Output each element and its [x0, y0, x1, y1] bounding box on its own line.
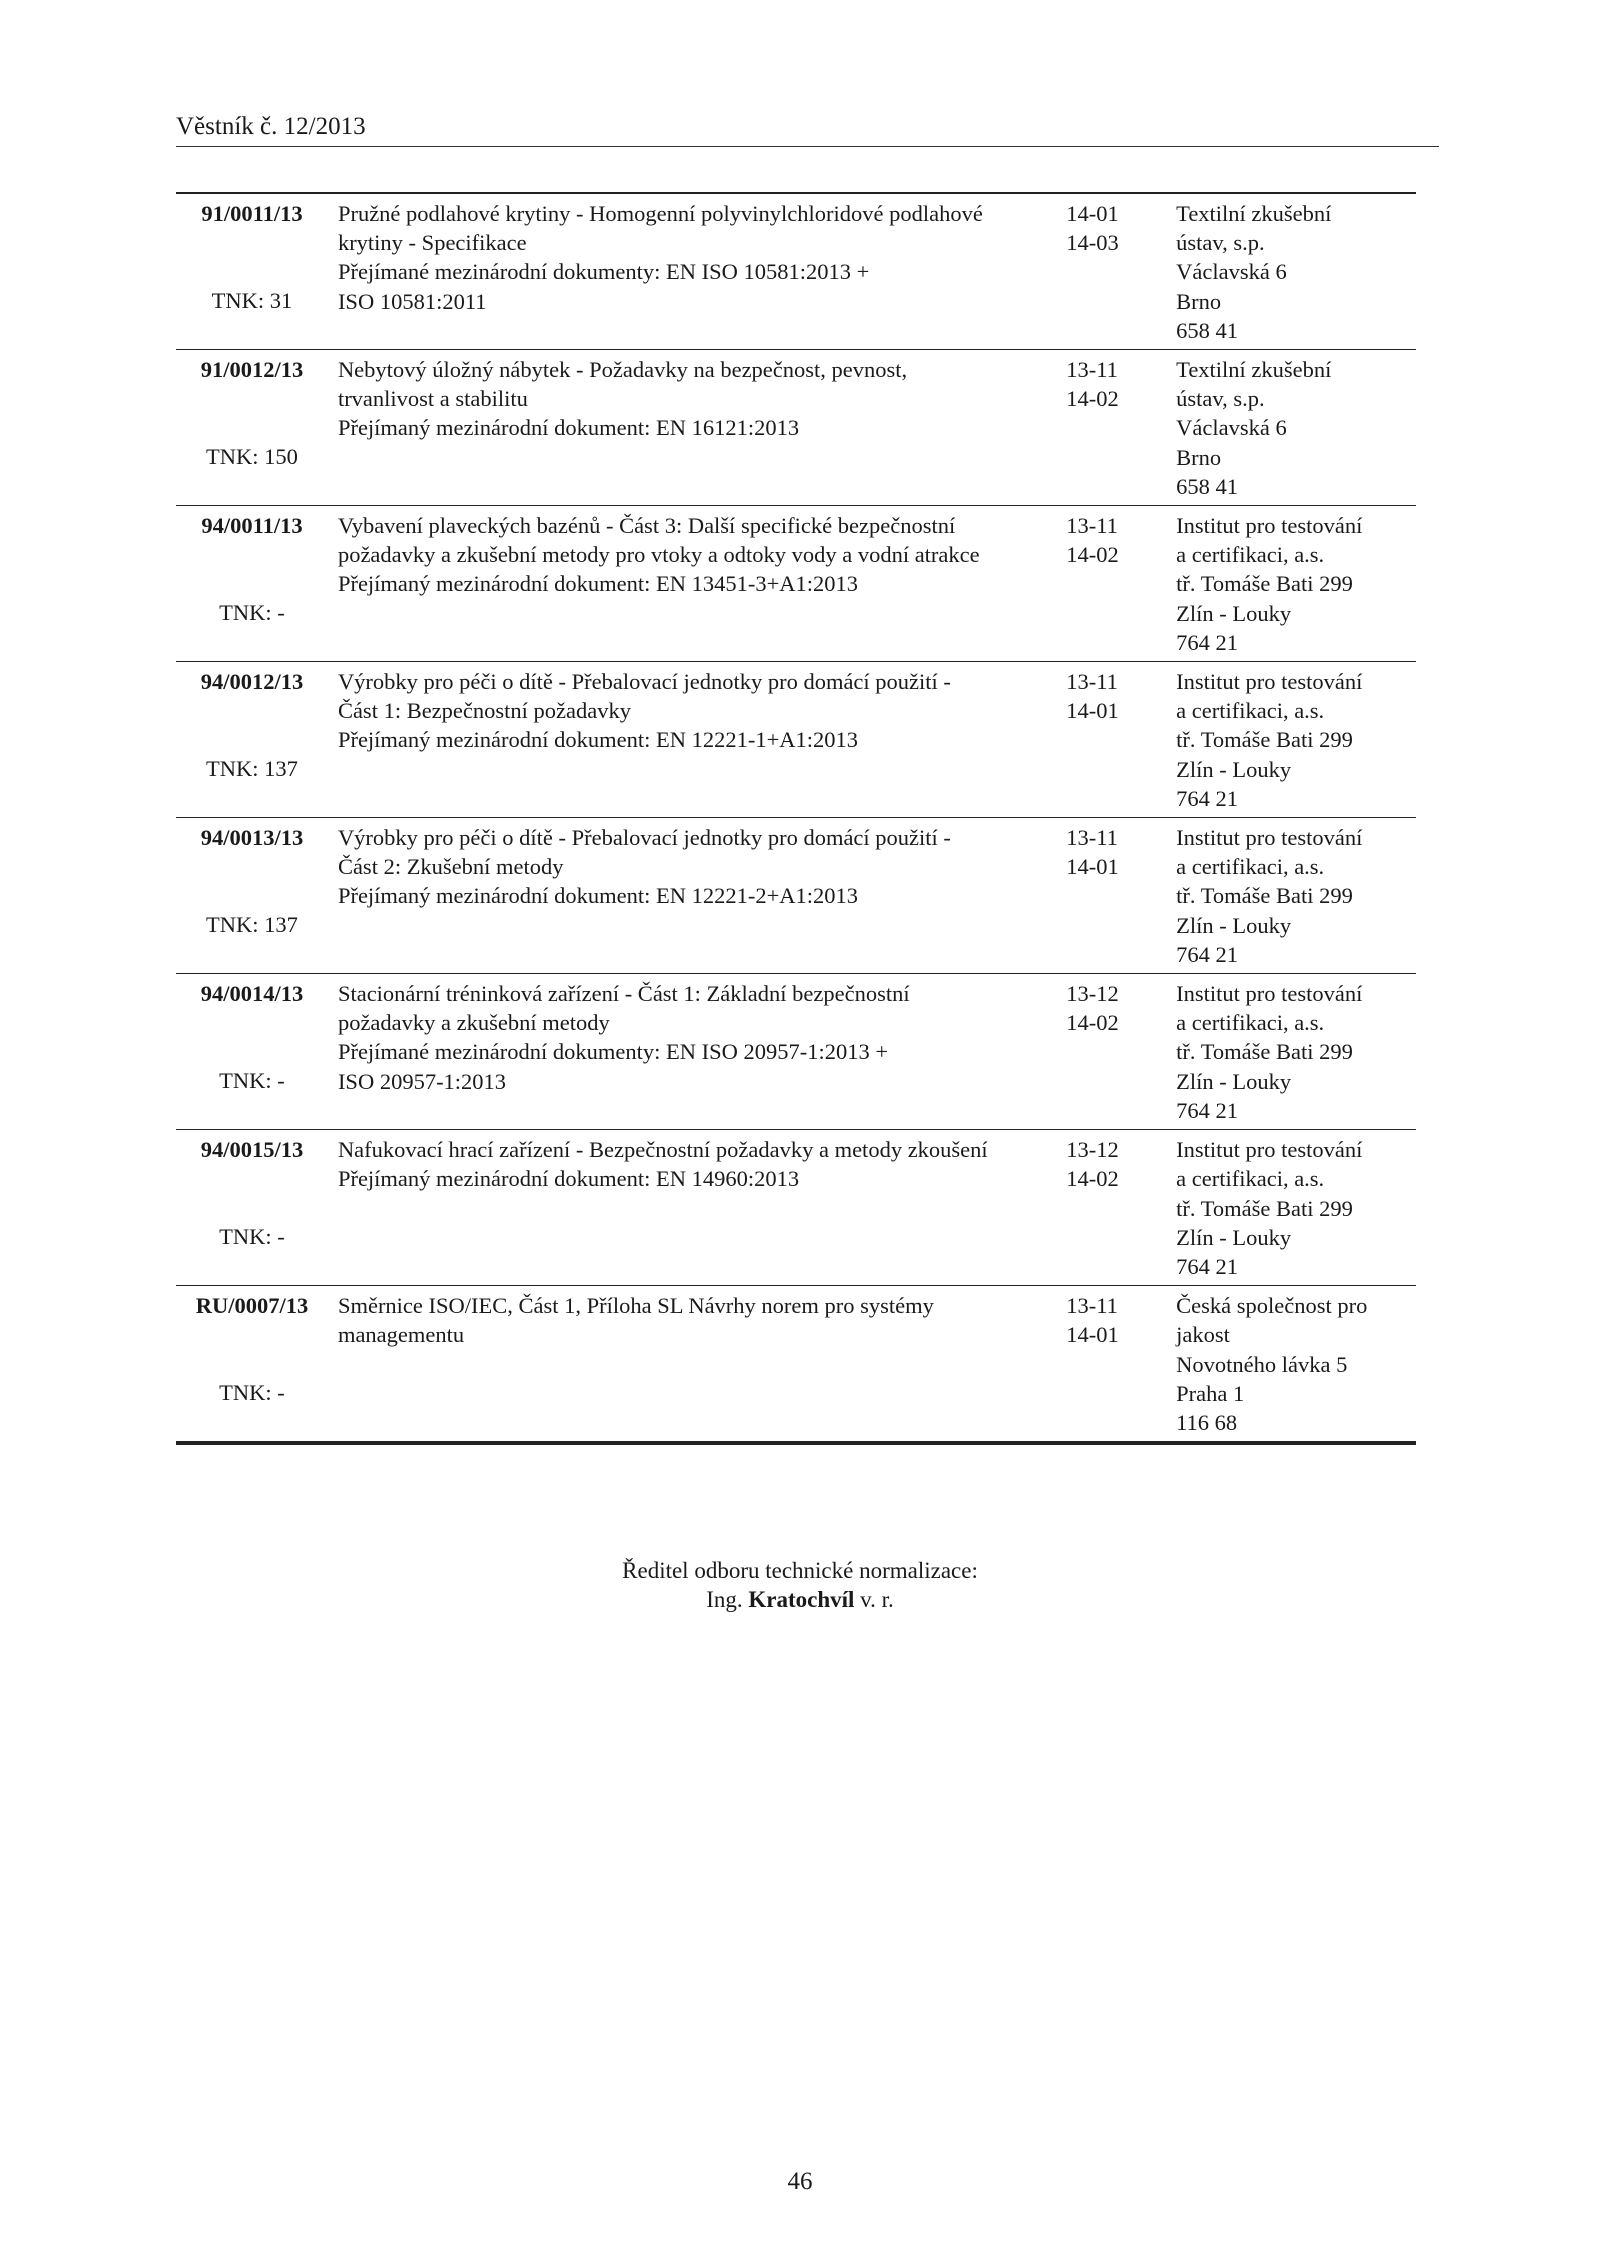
- title-line: Přejímaný mezinárodní dokument: EN 13451-3+A1:2013: [337, 571, 859, 597]
- title-line: ISO 20957-1:2013: [337, 1068, 507, 1094]
- organization-line: tř. Tomáše Bati 299: [1176, 571, 1353, 597]
- organization-line: Praha 1: [1176, 1380, 1245, 1406]
- organization-line: 764 21: [1176, 1253, 1239, 1279]
- title-line: Výrobky pro péči o dítě - Přebalovací jednotky pro domácí použití -: [337, 669, 951, 695]
- organization-line: tř. Tomáše Bati 299: [1176, 1039, 1353, 1065]
- date-value: 14-02: [1066, 1166, 1119, 1192]
- table-row: [176, 662, 1416, 818]
- signature-suffix: v. r.: [860, 1587, 894, 1612]
- table-row: [176, 1130, 1416, 1286]
- title-line: ISO 10581:2011: [337, 288, 487, 314]
- organization-line: 116 68: [1176, 1409, 1238, 1435]
- date-value: 13-11: [1066, 825, 1118, 851]
- date-value: 13-12: [1066, 1137, 1119, 1163]
- standard-code: RU/0007/13: [195, 1293, 309, 1319]
- organization-line: a certifikaci, a.s.: [1176, 698, 1325, 724]
- bulletin-title: Věstník č. 12/2013: [176, 113, 366, 140]
- signature-block: [0, 1556, 1600, 1614]
- tnk-label: TNK: -: [219, 1068, 285, 1094]
- cell-code: [176, 350, 328, 506]
- title-line: trvanlivost a stabilitu: [337, 386, 528, 412]
- date-value: 14-03: [1066, 230, 1119, 256]
- title-line: Přejímané mezinárodní dokumenty: EN ISO 20957-1:2013 +: [337, 1039, 889, 1065]
- organization-line: a certifikaci, a.s.: [1176, 854, 1325, 880]
- title-line: Pružné podlahové krytiny - Homogenní polyvinylchloridové podlahové: [337, 201, 983, 226]
- standard-code: 94/0015/13: [200, 1137, 304, 1163]
- cell-title: [328, 818, 1066, 974]
- cell-title: [328, 350, 1066, 506]
- title-line: krytiny - Specifikace: [337, 230, 527, 256]
- cell-code: [176, 193, 328, 350]
- cell-code: [176, 974, 328, 1130]
- organization-line: Textilní zkušební: [1176, 201, 1332, 226]
- organization-line: 764 21: [1176, 941, 1239, 967]
- date-value: 13-11: [1066, 357, 1118, 383]
- cell-title: [328, 974, 1066, 1130]
- organization-line: a certifikaci, a.s.: [1176, 542, 1325, 568]
- cell-code: [176, 506, 328, 662]
- cell-code: [176, 1286, 328, 1444]
- cell-dates: [1066, 1286, 1176, 1444]
- tnk-label: TNK: 150: [206, 444, 298, 470]
- date-value: 14-01: [1066, 201, 1119, 226]
- title-line: Výrobky pro péči o dítě - Přebalovací jednotky pro domácí použití -: [337, 825, 951, 851]
- organization-line: 658 41: [1176, 473, 1239, 499]
- tnk-label: TNK: 137: [206, 756, 298, 782]
- cell-dates: [1066, 193, 1176, 350]
- tnk-label: TNK: 137: [206, 912, 298, 938]
- organization-line: Institut pro testování: [1176, 669, 1363, 695]
- title-line: Část 2: Zkušební metody: [337, 854, 564, 880]
- table-row: [176, 193, 1416, 350]
- cell-code: [176, 818, 328, 974]
- title-line: Stacionární tréninková zařízení - Část 1: Základní bezpečnostní: [337, 981, 910, 1007]
- title-line: Nebytový úložný nábytek - Požadavky na bezpečnost, pevnost,: [337, 357, 908, 383]
- title-line: Část 1: Bezpečnostní požadavky: [337, 698, 631, 724]
- cell-organization: [1176, 506, 1416, 662]
- date-value: 14-02: [1066, 386, 1119, 412]
- title-line: Přejímaný mezinárodní dokument: EN 12221-2+A1:2013: [337, 883, 859, 909]
- organization-line: Zlín - Louky: [1176, 1224, 1292, 1250]
- title-line: Přejímaný mezinárodní dokument: EN 12221-1+A1:2013: [337, 727, 859, 753]
- cell-organization: [1176, 350, 1416, 506]
- cell-dates: [1066, 350, 1176, 506]
- title-line: Vybavení plaveckých bazénů - Část 3: Další specifické bezpečnostní: [337, 513, 956, 539]
- organization-line: Institut pro testování: [1176, 513, 1363, 539]
- organization-line: tř. Tomáše Bati 299: [1176, 727, 1353, 753]
- organization-line: jakost: [1176, 1322, 1230, 1348]
- organization-line: Institut pro testování: [1176, 825, 1363, 851]
- date-value: 14-01: [1066, 854, 1119, 880]
- cell-title: [328, 506, 1066, 662]
- organization-line: Institut pro testování: [1176, 1137, 1363, 1163]
- cell-code: [176, 1130, 328, 1286]
- date-value: 14-02: [1066, 1010, 1119, 1036]
- organization-line: a certifikaci, a.s.: [1176, 1010, 1325, 1036]
- cell-organization: [1176, 974, 1416, 1130]
- cell-code: [176, 662, 328, 818]
- title-line: požadavky a zkušební metody pro vtoky a odtoky vody a vodní atrakce: [337, 542, 980, 568]
- organization-line: tř. Tomáše Bati 299: [1176, 883, 1353, 909]
- page-header: [176, 112, 1439, 147]
- standards-table-body: [176, 193, 1416, 1443]
- cell-dates: [1066, 974, 1176, 1130]
- cell-title: [328, 1130, 1066, 1286]
- tnk-label: TNK: -: [219, 600, 285, 626]
- signature-name: Kratochvíl: [748, 1587, 855, 1612]
- organization-line: ústav, s.p.: [1176, 230, 1265, 256]
- cell-dates: [1066, 662, 1176, 818]
- title-line: požadavky a zkušební metody: [337, 1010, 610, 1036]
- standard-code: 94/0012/13: [200, 669, 304, 695]
- organization-line: Novotného lávka 5: [1176, 1351, 1348, 1377]
- tnk-label: TNK: -: [219, 1380, 285, 1406]
- organization-line: Zlín - Louky: [1176, 600, 1292, 626]
- organization-line: Brno: [1176, 444, 1222, 470]
- title-line: Směrnice ISO/IEC, Část 1, Příloha SL Návrhy norem pro systémy: [337, 1293, 934, 1319]
- table-row: [176, 506, 1416, 662]
- standard-code: 94/0013/13: [200, 825, 304, 851]
- tnk-label: TNK: 31: [211, 288, 293, 314]
- date-value: 14-01: [1066, 1322, 1119, 1348]
- organization-line: 658 41: [1176, 317, 1239, 343]
- cell-dates: [1066, 506, 1176, 662]
- organization-line: 764 21: [1176, 629, 1239, 655]
- date-value: 13-11: [1066, 1293, 1118, 1319]
- cell-organization: [1176, 818, 1416, 974]
- cell-title: [328, 1286, 1066, 1444]
- organization-line: Brno: [1176, 288, 1222, 314]
- page-number: 46: [787, 2168, 813, 2195]
- cell-dates: [1066, 818, 1176, 974]
- signature-prefix: Ing.: [706, 1587, 743, 1612]
- organization-line: Zlín - Louky: [1176, 1068, 1292, 1094]
- table-row: [176, 1286, 1416, 1444]
- cell-title: [328, 662, 1066, 818]
- signature-name-line: [0, 1585, 1600, 1614]
- date-value: 13-11: [1066, 669, 1118, 695]
- standard-code: 94/0011/13: [201, 513, 303, 539]
- cell-organization: [1176, 662, 1416, 818]
- organization-line: Václavská 6: [1176, 259, 1287, 285]
- title-line: Přejímaný mezinárodní dokument: EN 16121:2013: [337, 415, 800, 441]
- organization-line: Institut pro testování: [1176, 981, 1363, 1007]
- standard-code: 91/0011/13: [201, 201, 303, 226]
- organization-line: Zlín - Louky: [1176, 912, 1292, 938]
- organization-line: 764 21: [1176, 785, 1239, 811]
- signature-role: Ředitel odboru technické normalizace:: [622, 1558, 978, 1583]
- standards-table: [176, 192, 1416, 1445]
- date-value: 13-12: [1066, 981, 1119, 1007]
- standard-code: 94/0014/13: [200, 981, 304, 1007]
- date-value: 14-02: [1066, 542, 1119, 568]
- date-value: 14-01: [1066, 698, 1119, 724]
- tnk-label: TNK: -: [219, 1224, 285, 1250]
- cell-organization: [1176, 193, 1416, 350]
- cell-dates: [1066, 1130, 1176, 1286]
- cell-title: [328, 193, 1066, 350]
- date-value: 13-11: [1066, 513, 1118, 539]
- title-line: Přejímané mezinárodní dokumenty: EN ISO 10581:2013 +: [337, 259, 870, 285]
- table-row: [176, 818, 1416, 974]
- table-row: [176, 350, 1416, 506]
- title-line: Přejímaný mezinárodní dokument: EN 14960:2013: [337, 1166, 800, 1192]
- organization-line: Česká společnost pro: [1176, 1293, 1368, 1319]
- title-line: Nafukovací hrací zařízení - Bezpečnostní požadavky a metody zkoušení: [337, 1137, 988, 1163]
- organization-line: ústav, s.p.: [1176, 386, 1265, 412]
- organization-line: tř. Tomáše Bati 299: [1176, 1195, 1353, 1221]
- organization-line: Václavská 6: [1176, 415, 1287, 441]
- cell-organization: [1176, 1130, 1416, 1286]
- organization-line: 764 21: [1176, 1097, 1239, 1123]
- table-row: [176, 974, 1416, 1130]
- cell-organization: [1176, 1286, 1416, 1444]
- organization-line: Textilní zkušební: [1176, 357, 1332, 383]
- standard-code: 91/0012/13: [200, 357, 304, 383]
- title-line: managementu: [337, 1322, 465, 1348]
- organization-line: a certifikaci, a.s.: [1176, 1166, 1325, 1192]
- organization-line: Zlín - Louky: [1176, 756, 1292, 782]
